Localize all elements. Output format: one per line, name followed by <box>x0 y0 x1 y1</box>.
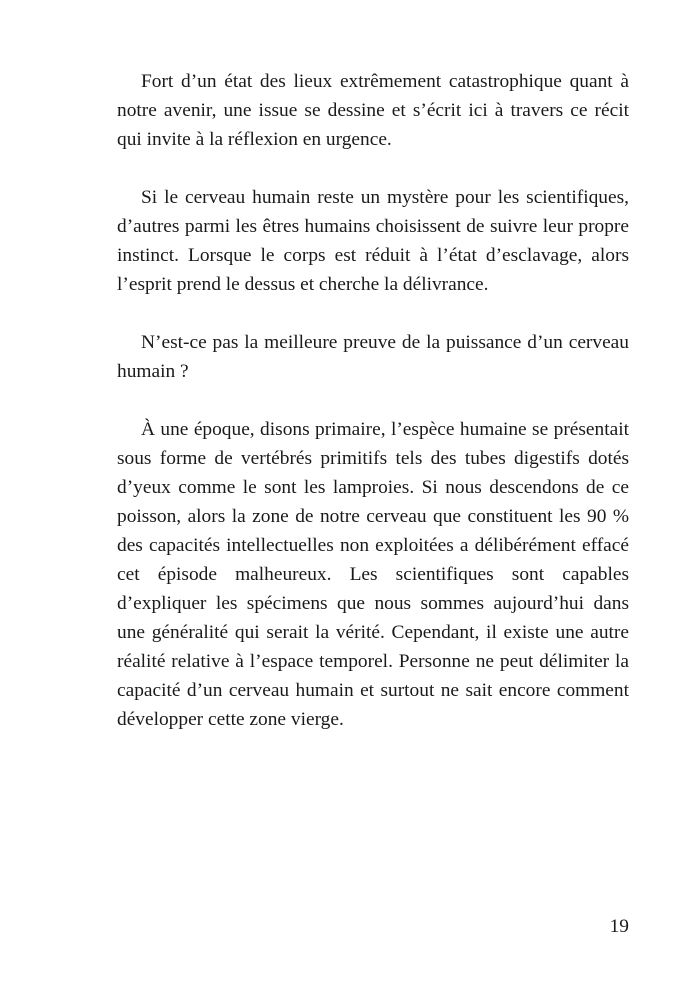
paragraph-4: À une époque, disons primaire, l’espèce humaine se présentait sous forme de vertébrés primitifs tels des tubes digestifs dotés d’yeux comme le sont les lamproies. Si nous descendons de ce poisson, alors la zone de notre cerveau que constituent les 90 % des capacités intellectuelles non exploitées a délibérément effacé cet épisode malheureux. Les scientifiques sont capables d’expliquer les spécimens que nous sommes aujourd’hui dans une généralité qui serait la vérité. Cependant, il existe une autre réalité relative à l’espace temporel. Personne ne peut délimiter la capacité d’un cerveau humain et surtout ne sait encore comment développer cette zone vierge. <box>117 419 629 730</box>
page-number: 19 <box>609 916 629 937</box>
paragraph-2: Si le cerveau humain reste un mystère pour les scientifiques, d’autres parmi les êtres humains choisissent de suivre leur propre instinct. Lorsque le corps est réduit à l’état d’esclavage, alors l’esprit prend le dessus et cherche la délivrance. <box>117 187 629 295</box>
body-text <box>117 67 629 763</box>
paragraph-3: N’est-ce pas la meilleure preuve de la puissance d’un cerveau humain ? <box>117 332 629 382</box>
paragraph-1: Fort d’un état des lieux extrêmement catastrophique quant à notre avenir, une issue se dessine et s’écrit ici à travers ce récit qui invite à la réflexion en urgence. <box>117 71 629 150</box>
